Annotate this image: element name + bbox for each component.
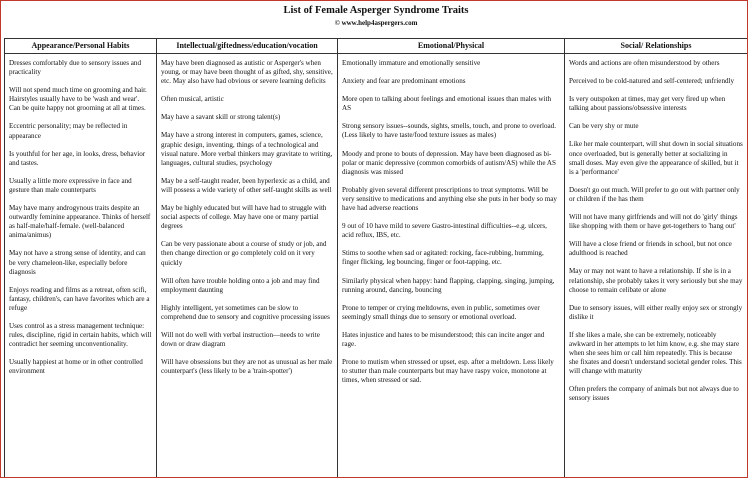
column-body: [338, 54, 564, 478]
trait-item: Prone to temper or crying meltdowns, even in public, sometimes over seemingly small things due to sensory or emotional overload.: [342, 303, 540, 321]
trait-item: Due to sensory issues, will either really enjoy sex or strongly dislike it: [569, 303, 743, 321]
trait-item: Is youthful for her age, in looks, dress, behavior and tastes.: [9, 149, 146, 167]
column-intellectual: [157, 39, 338, 478]
trait-item: Anxiety and fear are predominant emotions: [342, 77, 466, 86]
trait-item: Moody and prone to bouts of depression. May have been diagnosed as bi-polar or manic depressive (common comorbids of autism/AS) while the AS diagnosis was missed: [342, 149, 556, 176]
trait-item: Doesn't go out much. Will prefer to go out with partner only or children if the has them: [569, 185, 740, 203]
trait-item: Like her male counterpart, will shut down in social situations once overloaded, but is generally better at socializing in small doses. May even give the appearance of skilled, but it is a 'performance': [569, 140, 743, 176]
trait-item: Hates injustice and hates to be misunderstood; this can incite anger and rage.: [342, 330, 545, 348]
column-header: Appearance/Personal Habits: [5, 39, 156, 54]
column-emotional: [338, 39, 565, 478]
trait-item: Probably given several different prescriptions to treat symptoms. Will be very sensitive to medications and anything else she puts in her body so may have had adverse reactions: [342, 185, 557, 213]
trait-item: Uses control as a stress management technique: rules, discipline, rigid in certain habits, which will contradict her seeming unconventionality.: [9, 321, 152, 349]
trait-item: May have many androgynous traits despite an outwardly feminine appearance. Thinks of herself as half-male/half-female. (well-balanced anima/animus): [9, 204, 151, 240]
trait-item: Strong sensory issues--sounds, sights, smells, touch, and prone to overload. (Less likely to have taste/food texture issues as males): [342, 122, 556, 140]
trait-item: May be a self-taught reader, been hyperlexic as a child, and will possess a wide variety of other self-taught skills as well: [161, 176, 332, 194]
column-header: Emotional/Physical: [338, 39, 564, 54]
trait-item: May not have a strong sense of identity, and can be very chameleon-like, especially before diagnosis: [9, 249, 146, 276]
trait-item: Words and actions are often misunderstood by others: [569, 59, 720, 67]
trait-item: 9 out of 10 have mild to severe Gastro-intestinal difficulties--e.g. ulcers, acid reflux, IBS, etc.: [342, 222, 547, 240]
trait-item: Can be very shy or mute: [569, 122, 639, 131]
column-appearance: [5, 39, 157, 478]
trait-item: May be highly educated but will have had to struggle with social aspects of college. May have one or many partial degrees: [161, 204, 327, 231]
trait-item: May have a strong interest in computers, games, science, graphic design, inventing, things of a technological and visual nature. More verbal thinkers may gravitate to writing, languages, cultural studies, psychology: [161, 131, 333, 167]
trait-item: Usually happiest at home or in other controlled environment: [9, 358, 143, 376]
trait-item: Will have a close friend or friends in school, but not once adulthood is reached: [569, 240, 732, 258]
trait-item: Eccentric personality; may be reflected in appearance: [9, 122, 128, 140]
trait-item: May have a savant skill or strong talent(s): [161, 113, 281, 122]
trait-item: Perceived to be cold-natured and self-centered; unfriendly: [569, 77, 735, 86]
column-body: [157, 54, 337, 478]
trait-item: Will have obsessions but they are not as unusual as her male counterpart's (less likely to be a 'train-spotter'): [161, 358, 333, 376]
traits-table: [4, 38, 748, 478]
column-social: [565, 39, 748, 478]
trait-item: Will not do well with verbal instruction—needs to write down or draw diagram: [161, 330, 320, 349]
column-header: Intellectual/giftedness/education/vocation: [157, 39, 337, 54]
document-source: © www.help4aspergers.com: [334, 19, 418, 27]
trait-item: More open to talking about feelings and emotional issues than males with AS: [342, 95, 552, 113]
trait-item: Similarly physical when happy: hand flapping, clapping, singing, jumping, running around, dancing, bouncing: [342, 276, 555, 294]
trait-item: Emotionally immature and emotionally sensitive: [342, 59, 481, 67]
trait-item: Dresses comfortably due to sensory issues and practicality: [9, 59, 141, 77]
trait-item: May or may not want to have a relationship. If she is in a relationship, she probably takes it very seriously but she may choose to remain celibate or alone: [569, 267, 743, 294]
trait-item: Will often have trouble holding onto a job and may find employment daunting: [161, 276, 320, 294]
trait-item: Enjoys reading and films as a retreat, often scifi, fantasy, children's, can have favorites which are a refuge: [9, 285, 150, 312]
trait-item: If she likes a male, she can be extremely, noticeably awkward in her attempts to let him know, e.g. she may stare when she sees him or call him repeatedly. This is because she fixates and doesn't understand societal gender roles. This will change with maturity: [569, 330, 742, 376]
trait-item: Will not have many girlfriends and will not do 'girly' things like shopping with them or have get-togethers to 'hang out': [569, 213, 738, 231]
trait-item: Highly intelligent, yet sometimes can be slow to comprehend due to sensory and cognitive processing issues: [161, 303, 330, 321]
trait-item: Usually a little more expressive in face and gesture than male counterparts: [9, 176, 132, 194]
document-title: List of Female Asperger Syndrome Traits: [283, 5, 469, 16]
column-body: [565, 54, 747, 478]
trait-item: Will not spend much time on grooming and hair. Hairstyles usually have to be 'wash and wear'. Can be quite happy not grooming at all at times.: [9, 86, 147, 113]
trait-item: Often prefers the company of animals but not always due to sensory issues: [569, 385, 739, 403]
column-header: Social/ Relationships: [565, 39, 747, 54]
column-body: [5, 54, 156, 478]
trait-item: Prone to mutism when stressed or upset, esp. after a meltdown. Less likely to stutter than male counterparts but may have raspy voice, monotone at times, when stressed or sad.: [342, 358, 554, 385]
trait-item: Stims to soothe when sad or agitated: rocking, face-rubbing, humming, finger flicking, leg bouncing, finger or foot-tapping, etc.: [342, 249, 544, 267]
trait-item: Often musical, artistic: [161, 95, 224, 104]
trait-item: Can be very passionate about a course of study or job, and then change direction or go completely cold on it very quickly: [161, 240, 327, 267]
trait-item: Is very outspoken at times, may get very fired up when talking about passions/obsessive interests: [569, 95, 726, 113]
trait-item: May have been diagnosed as autistic or Asperger's when young, or may have been thought of as gifted, shy, sensitive, etc. May also have had obvious or severe learning deficits: [161, 59, 333, 86]
